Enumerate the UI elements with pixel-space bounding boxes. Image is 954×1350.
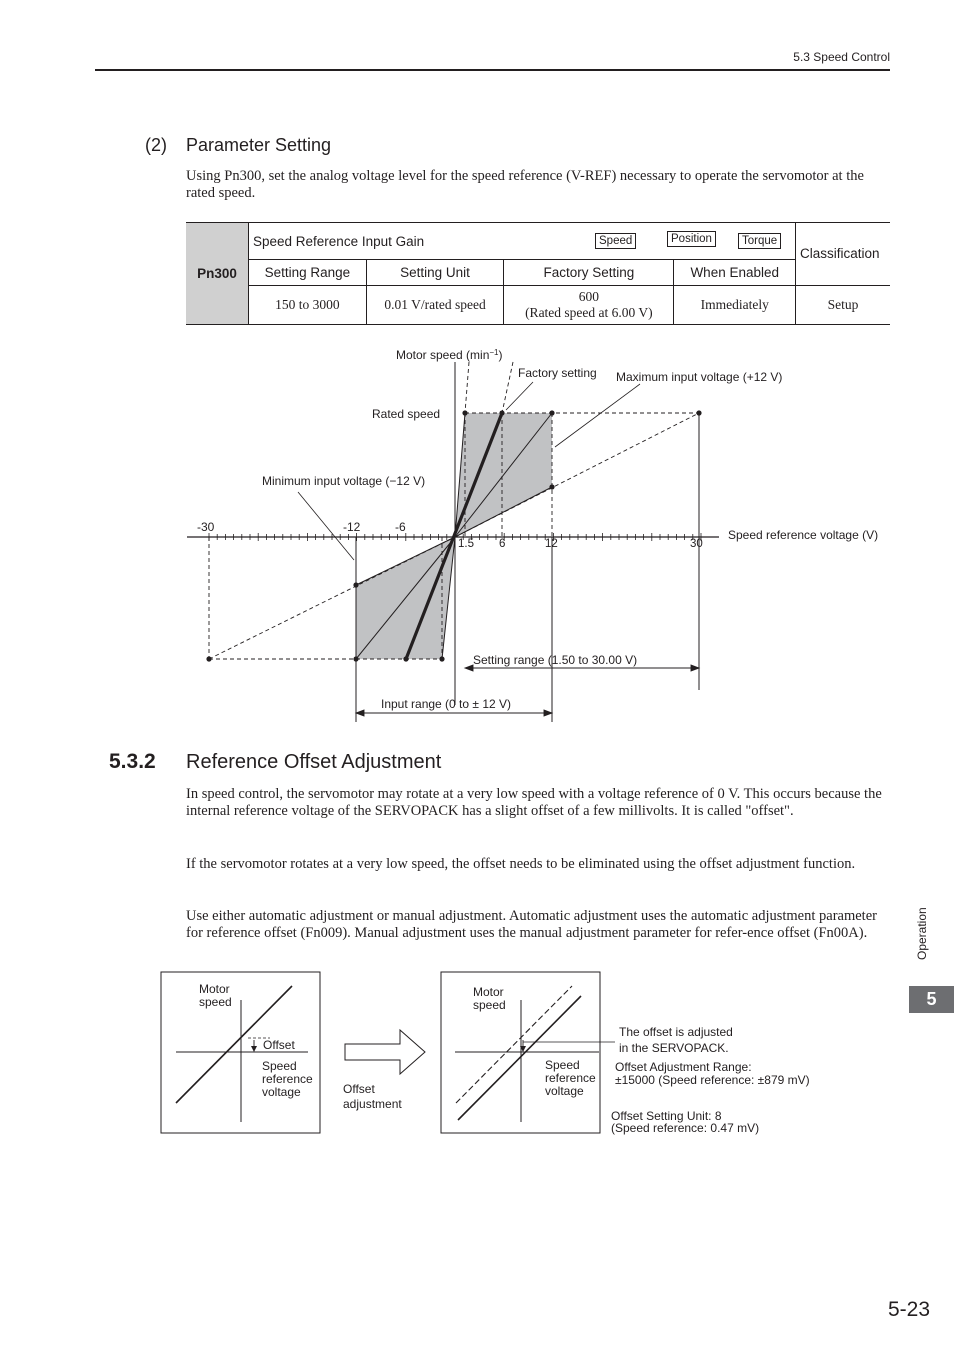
page-number: 5-23 (887, 1298, 930, 1321)
header-setting-unit: Setting Unit (366, 260, 503, 285)
factory-setting-label: Factory setting (518, 366, 597, 380)
range-label-2: ±15000 (Speed reference: ±879 mV) (615, 1073, 810, 1087)
side-section-label: Operation (915, 907, 929, 960)
before-ref-label-1: Speed (262, 1059, 297, 1073)
subsection-number: 5.3.2 (109, 750, 156, 773)
tick-label-12: 12 (545, 538, 558, 550)
offset-paragraph-2: If the servomotor rotates at a very low speed, the offset needs to be eliminated using the offset adjustment function. (186, 856, 856, 872)
note-label-1: The offset is adjusted (619, 1025, 733, 1039)
after-motor-label-1: Motor (473, 985, 504, 999)
offset-label: Offset (263, 1038, 295, 1052)
intro-paragraph: Using Pn300, set the analog voltage level for the speed reference (V-REF) necessary to operate the servomotor at the rated speed. (186, 168, 864, 201)
tick-label-neg30: -30 (197, 520, 215, 534)
after-ref-label-2: reference (545, 1071, 596, 1085)
adjustment-label-2: adjustment (343, 1097, 402, 1111)
header-setting-range: Setting Range (249, 260, 367, 285)
factory-value: 600 (578, 288, 599, 304)
factory-note: (Rated speed at 6.00 V) (525, 304, 653, 320)
rated-speed-label: Rated speed (372, 407, 441, 421)
offset-paragraph-3: Use either automatic adjustment or manual adjustment. Automatic adjustment uses the automatic adjustment parameter for reference offset (Fn009). Manual adjustment uses the manual adjustment parameter for refer-ence offset (Fn00A). (186, 908, 877, 941)
after-ref-label-3: voltage (545, 1084, 584, 1098)
tick-label-30: 30 (690, 538, 703, 550)
after-motor-label-2: speed (473, 998, 506, 1012)
header-factory-setting: Factory Setting (504, 260, 674, 285)
range-label-1: Offset Adjustment Range: (615, 1060, 752, 1074)
speed-tag: Speed (595, 233, 636, 249)
before-ref-label-2: reference (262, 1072, 313, 1086)
unit-label-1: Offset Setting Unit: 8 (611, 1109, 722, 1123)
tick-label-1-5: 1.5 (458, 538, 474, 550)
setting-range-label: Setting range (1.50 to 30.00 V) (473, 653, 638, 667)
value-setting-range: 150 to 3000 (249, 285, 367, 324)
param-name: Speed Reference Input Gain (253, 233, 425, 249)
before-motor-label-1: Motor (199, 982, 230, 996)
subsection-title: Reference Offset Adjustment (186, 751, 442, 773)
header-when-enabled: When Enabled (674, 260, 796, 285)
tick-label-neg12: -12 (343, 520, 361, 534)
section-title: Parameter Setting (186, 135, 332, 155)
tick-label-6: 6 (499, 538, 506, 550)
position-tag: Position (667, 231, 716, 247)
value-setting-unit: 0.01 V/rated speed (366, 285, 503, 324)
section-number: (2) (145, 135, 167, 155)
max-input-label: Maximum input voltage (+12 V) (616, 370, 783, 384)
before-ref-label-3: voltage (262, 1085, 301, 1099)
adjustment-arrow (345, 1030, 425, 1074)
note-label-2: in the SERVOPACK. (619, 1041, 729, 1055)
adjustment-label-1: Offset (343, 1082, 375, 1096)
y-axis-label: Motor speed $(\min^{-1})$ (396, 348, 503, 362)
offset-paragraph-1: In speed control, the servomotor may rotate at a very low speed with a voltage reference of 0 V. This occurs because the internal reference voltage of the SERVOPACK has a slight offset of a few millivolts. It is called "offset". (186, 786, 882, 819)
before-motor-label-2: speed (199, 995, 232, 1009)
unit-label-2: (Speed reference: 0.47 mV) (611, 1121, 760, 1135)
x-axis-label: Speed reference voltage (V) (728, 528, 879, 542)
input-range-label: Input range (0 to ± 12 V) (381, 697, 511, 711)
value-classification: Setup (796, 285, 891, 324)
classification-header: Classification (796, 223, 891, 286)
tick-label-neg6: -6 (395, 520, 406, 534)
chapter-tab: 5 (909, 986, 954, 1013)
running-header: 5.3 Speed Control (793, 50, 890, 64)
value-when-enabled: Immediately (674, 285, 796, 324)
torque-tag: Torque (738, 233, 781, 249)
after-ref-label-1: Speed (545, 1058, 580, 1072)
min-input-label: Minimum input voltage (−12 V) (262, 474, 426, 488)
param-number: Pn300 (186, 223, 249, 325)
guide-lines (209, 362, 699, 659)
